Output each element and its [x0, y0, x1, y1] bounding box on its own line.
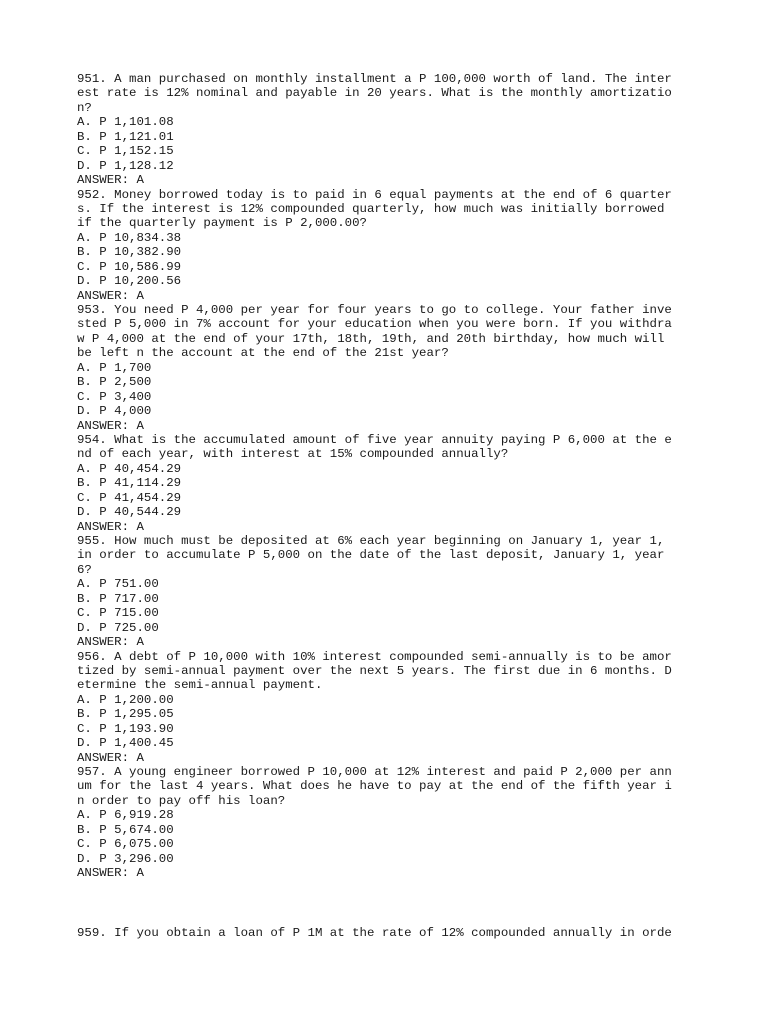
text-line: um for the last 4 years. What does he have to pay at the end of the fifth year i — [77, 779, 672, 794]
text-line: B. P 10,382.90 — [77, 245, 182, 260]
text-line: A. P 6,919.28 — [77, 808, 174, 823]
text-line: C. P 3,400 — [77, 389, 152, 404]
text-line: sted P 5,000 in 7% account for your education when you were born. If you withdra — [77, 317, 672, 332]
text-line: 957. A young engineer borrowed P 10,000 at 12% interest and paid P 2,000 per ann — [77, 765, 672, 779]
text-line: B. P 41,114.29 — [77, 476, 182, 491]
question-text-block — [77, 72, 672, 881]
text-line: A. P 1,101.08 — [77, 115, 174, 130]
text-line: C. P 1,152.15 — [77, 144, 174, 159]
text-line: C. P 1,193.90 — [77, 721, 174, 736]
text-line: n order to pay off his loan? — [77, 793, 286, 808]
text-line: A. P 40,454.29 — [77, 461, 182, 476]
text-line: D. P 3,296.00 — [77, 851, 174, 866]
text-line: 6? — [77, 562, 92, 577]
text-line: w P 4,000 at the end of your 17th, 18th, 19th, and 20th birthday, how much will — [77, 331, 665, 346]
text-line: etermine the semi-annual payment. — [77, 678, 323, 693]
text-line: B. P 2,500 — [77, 375, 152, 390]
text-line: ANSWER: A — [77, 635, 144, 650]
text-line: if the quarterly payment is P 2,000.00? — [77, 216, 367, 231]
text-line: ANSWER: A — [77, 866, 144, 881]
text-line: 956. A debt of P 10,000 with 10% interest compounded semi-annually is to be amor — [77, 649, 672, 664]
text-line: A. P 1,200.00 — [77, 692, 174, 707]
text-line: 953. You need P 4,000 per year for four years to go to college. Your father inve — [77, 303, 672, 317]
text-line: est rate is 12% nominal and payable in 20 years. What is the monthly amortizatio — [77, 86, 672, 101]
text-line: 951. A man purchased on monthly installment a P 100,000 worth of land. The inter — [77, 72, 672, 86]
text-line: C. P 6,075.00 — [77, 837, 174, 852]
text-line: 955. How much must be deposited at 6% each year beginning on January 1, year 1, — [77, 534, 665, 548]
text-line: D. P 1,128.12 — [77, 158, 174, 173]
text-line: ANSWER: A — [77, 288, 144, 303]
text-line: ANSWER: A — [77, 173, 144, 188]
text-line: ANSWER: A — [77, 750, 144, 765]
text-line: 954. What is the accumulated amount of five year annuity paying P 6,000 at the e — [77, 432, 672, 447]
text-line: s. If the interest is 12% compounded quarterly, how much was initially borrowed — [77, 201, 665, 216]
text-line: n? — [77, 100, 92, 115]
text-line: C. P 41,454.29 — [77, 490, 182, 505]
text-line: B. P 1,295.05 — [77, 707, 174, 722]
text-line: ANSWER: A — [77, 519, 144, 534]
text-line: A. P 1,700 — [77, 360, 152, 375]
text-line: A. P 10,834.38 — [77, 230, 182, 245]
text-line: tized by semi-annual payment over the next 5 years. The first due in 6 months. D — [77, 663, 672, 678]
text-line: C. P 10,586.99 — [77, 259, 182, 274]
text-line: D. P 10,200.56 — [77, 274, 182, 289]
text-line: be left n the account at the end of the 21st year? — [77, 346, 449, 361]
text-line: in order to accumulate P 5,000 on the date of the last deposit, January 1, year — [77, 548, 665, 563]
text-line: B. P 717.00 — [77, 591, 159, 606]
text-line: nd of each year, with interest at 15% compounded annually? — [77, 447, 509, 462]
text-line: 952. Money borrowed today is to paid in 6 equal payments at the end of 6 quarter — [77, 187, 672, 202]
text-line: D. P 1,400.45 — [77, 736, 174, 751]
text-line: ANSWER: A — [77, 418, 144, 433]
text-line: A. P 751.00 — [77, 577, 159, 592]
text-line: D. P 4,000 — [77, 404, 152, 419]
text-line: B. P 1,121.01 — [77, 129, 174, 144]
text-line: C. P 715.00 — [77, 606, 159, 621]
question-959-line: 959. If you obtain a loan of P 1M at the rate of 12% compounded annually in orde — [77, 926, 672, 940]
text-line: B. P 5,674.00 — [77, 822, 174, 837]
text-line: D. P 40,544.29 — [77, 505, 182, 520]
text-line: D. P 725.00 — [77, 620, 159, 635]
